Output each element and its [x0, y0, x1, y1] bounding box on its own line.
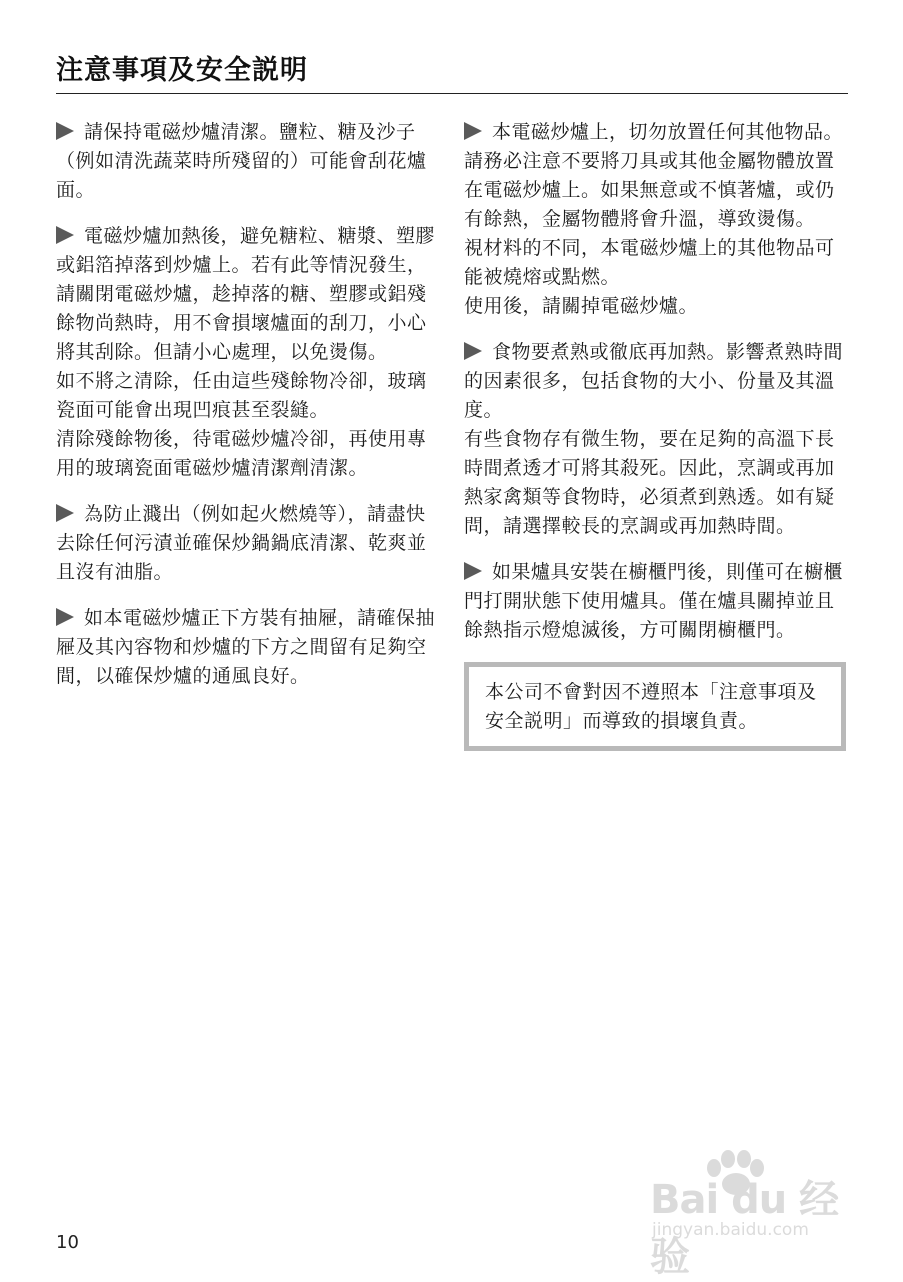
item-text: 如果爐具安裝在櫥櫃門後，則僅可在櫥櫃門打開狀態下使用爐具。僅在爐具關掉並且餘熱指示燈熄滅後，方可關閉櫥櫃門。 [464, 561, 844, 641]
safety-item-cook-thoroughly [464, 338, 846, 541]
item-text: 視材料的不同，本電磁炒爐上的其他物品可能被燒熔或點燃。 [464, 237, 835, 288]
right-column [464, 118, 846, 751]
safety-item-cabinet-door [464, 558, 846, 645]
item-text: 使用後，請關掉電磁炒爐。 [464, 295, 699, 317]
triangle-right-icon [56, 608, 74, 626]
watermark-url: jingyan.baidu.com [652, 1220, 809, 1240]
item-text: 本電磁炒爐上，切勿放置任何其他物品。請務必注意不要將刀具或其他金屬物體放置在電磁炒爐上。如果無意或不慎著爐，或仍有餘熱，金屬物體將會升溫，導致燙傷。 [464, 121, 844, 230]
triangle-right-icon [464, 122, 482, 140]
watermark [640, 1150, 860, 1280]
item-text: 為防止濺出（例如起火燃燒等），請盡快去除任何污漬並確保炒鍋鍋底清潔、乾爽並且沒有油脂。 [56, 503, 427, 583]
triangle-right-icon [464, 562, 482, 580]
safety-item-drawer [56, 604, 438, 691]
watermark-brand: Bai du 经验 [650, 1177, 839, 1280]
triangle-right-icon [56, 226, 74, 244]
item-text: 如本電磁炒爐正下方裝有抽屜，請確保抽屜及其內容物和炒爐的下方之間留有足夠空間，以確保炒爐的通風良好。 [56, 607, 436, 687]
safety-item-metal-objects [464, 118, 846, 321]
item-text: 有些食物存有微生物，要在足夠的高溫下長時間煮透才可將其殺死。因此，烹調或再加熱家禽類等食物時，必須煮到熟透。如有疑問，請選擇較長的烹調或再加熱時間。 [464, 428, 835, 537]
page-title: 注意事項及安全説明 [56, 55, 308, 86]
liability-notice-box [464, 662, 846, 751]
left-column [56, 118, 438, 708]
triangle-right-icon [56, 122, 74, 140]
safety-item-sugar-plastic [56, 222, 438, 483]
safety-item-spills [56, 500, 438, 587]
title-divider [56, 93, 848, 94]
triangle-right-icon [464, 342, 482, 360]
item-text: 電磁炒爐加熱後，避免糖粒、糖漿、塑膠或鋁箔掉落到炒爐上。若有此等情況發生，請關閉電磁炒爐，趁掉落的糖、塑膠或鋁殘餘物尚熱時，用不會損壞爐面的刮刀，小心將其刮除。但請小心處理，以免燙傷。 [56, 225, 436, 363]
item-text: 如不將之清除，任由這些殘餘物冷卻，玻璃瓷面可能會出現凹痕甚至裂縫。 [56, 370, 427, 421]
safety-item-cleaning [56, 118, 438, 205]
item-text: 請保持電磁炒爐清潔。鹽粒、糖及沙子（例如清洗蔬菜時所殘留的）可能會刮花爐面。 [56, 121, 427, 201]
page-number: 10 [56, 1232, 79, 1253]
item-text: 清除殘餘物後，待電磁炒爐冷卻，再使用專用的玻璃瓷面電磁炒爐清潔劑清潔。 [56, 428, 427, 479]
triangle-right-icon [56, 504, 74, 522]
item-text: 食物要煮熟或徹底再加熱。影響煮熟時間的因素很多，包括食物的大小、份量及其溫度。 [464, 341, 844, 421]
notice-text: 本公司不會對因不遵照本「注意事項及安全説明」而導致的損壞負責。 [485, 681, 817, 732]
